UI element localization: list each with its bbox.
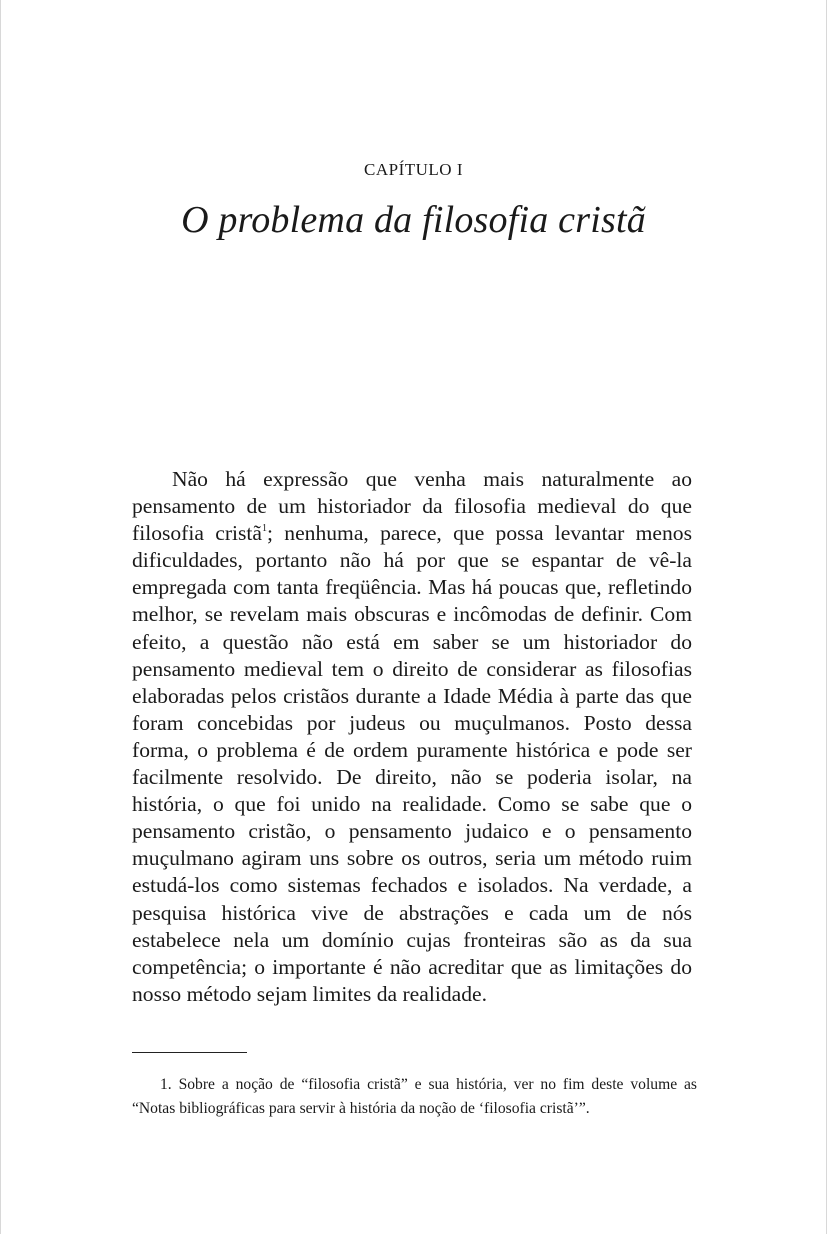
chapter-title: O problema da filosofia cristã <box>181 199 646 241</box>
body-text-after-note: ; nenhuma, parece, que possa levantar menos dificuldades, portanto não há por que se espantar de vê-la empregada com tanta freqüência. Mas há poucas que, refletindo melhor, se revelam mais obscuras e incômodas de definir. Com efeito, a questão não está em saber se um historiador do pensamento medieval tem o direito de considerar as filosofias elaboradas pelos cristãos durante a Idade Média à parte das que foram concebidas por judeus ou muçulmanos. Posto dessa forma, o problema é de ordem puramente histórica e pode ser facilmente resolvido. De direito, não se poderia isolar, na história, o que foi unido na realidade. Como se sabe que o pensamento cristão, o pensamento judaico e o pensamento muçulmano agiram uns sobre os outros, seria um método ruim estudá-los como sistemas fechados e isolados. Na verdade, a pesquisa histórica vive de abstrações e cada um de nós estabelece nela um domínio cujas fronteiras são as da sua competência; o importante é não acreditar que as limitações do nosso método sejam limites da realidade. <box>132 521 692 1006</box>
body-text-before-note: Não há expressão que venha mais naturalmente ao pensamento de um historiador da filosofia medieval do que filosofia cristã <box>132 467 692 546</box>
footnote: 1. Sobre a noção de “filosofia cristã” e sua história, ver no fim deste volume as “Notas bibliográficas para servir à história da noção de ‘filosofia cristã’”. <box>132 1076 697 1117</box>
footnote-reference: 1 <box>262 523 267 535</box>
body-paragraph <box>132 466 692 1008</box>
chapter-label: CAPÍTULO I <box>364 160 463 179</box>
footnote-divider <box>132 1052 247 1053</box>
